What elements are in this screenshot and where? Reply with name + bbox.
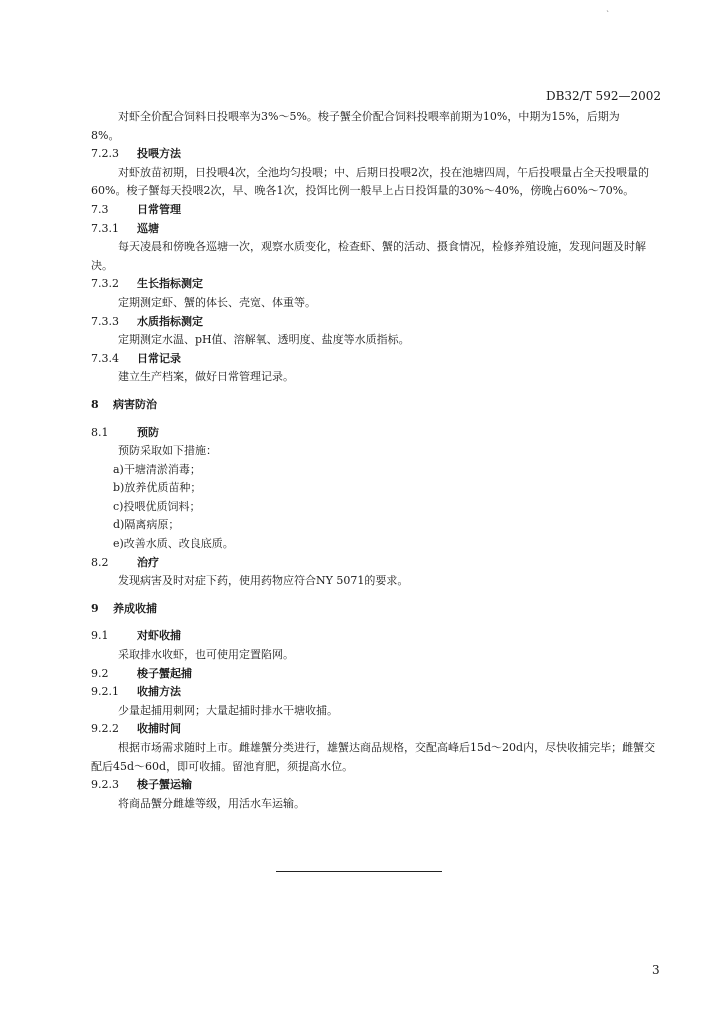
section-title: 水质指标测定 xyxy=(137,314,203,328)
paragraph-feed-method: 对虾放苗初期，日投喂4次，全池均匀投喂；中、后期日投喂2次，投在池塘四周，午后投喂量占全天投喂量的60%。梭子蟹每天投喂2次，早、晚各1次，投饵比例一般早上占日投饵量的30%～40%，傍晚占60%～70%。 xyxy=(91,165,649,198)
scan-mark: ` xyxy=(606,10,610,19)
section-number: 9.2.3 xyxy=(91,778,119,792)
section-heading-9-2-1 xyxy=(91,683,661,702)
section-title: 巡塘 xyxy=(137,221,159,235)
paragraph-patrol: 每天凌晨和傍晚各巡塘一次，观察水质变化，检查虾、蟹的活动、摄食情况，检修养殖设施，发现问题及时解决。 xyxy=(91,240,646,272)
section-title: 日常记录 xyxy=(137,351,181,365)
section-heading-9-2 xyxy=(91,665,661,684)
section-heading-9-2-3 xyxy=(91,776,661,795)
section-heading-9-2-2 xyxy=(91,720,661,739)
paragraph-transport: 将商品蟹分雌雄等级，用活水车运输。 xyxy=(118,796,305,810)
section-heading-9-1 xyxy=(91,627,661,646)
chapter-title: 病害防治 xyxy=(113,397,157,411)
section-title: 梭子蟹起捕 xyxy=(137,666,192,680)
chapter-title: 养成收捕 xyxy=(113,601,157,615)
section-heading-7-3-1 xyxy=(91,220,661,239)
list-item: c)投喂优质饲料； xyxy=(113,499,201,513)
section-heading-8-2 xyxy=(91,554,661,573)
section-title: 生长指标测定 xyxy=(137,277,203,291)
section-title: 预防 xyxy=(137,425,159,439)
paragraph-prevention: 预防采取如下措施： xyxy=(118,444,217,458)
paragraph-catch-time: 根据市场需求随时上市。雌雄蟹分类进行，雄蟹达商品规格，交配高峰后15d～20d内，尽快收捕完毕；雌蟹交配后45d～60d，即可收捕。留池育肥，须提高水位。 xyxy=(91,741,656,773)
section-heading-7-3-3 xyxy=(91,313,661,332)
paragraph-shrimp-harvest: 采取排水收虾，也可使用定置陷网。 xyxy=(118,648,294,662)
section-number: 8.2 xyxy=(91,555,109,569)
paragraph-water-quality: 定期测定水温、pH值、溶解氧、透明度、盐度等水质指标。 xyxy=(118,333,410,347)
list-item: a)干塘清淤消毒； xyxy=(113,462,201,476)
section-heading-7-3-2 xyxy=(91,275,661,294)
section-title: 收捕方法 xyxy=(137,685,181,699)
section-number: 8.1 xyxy=(91,425,109,439)
chapter-number: 9 xyxy=(91,601,99,615)
section-number: 9.2.2 xyxy=(91,722,119,736)
list-item: b)放养优质苗种； xyxy=(113,481,202,495)
paragraph-feed-rate-continued: 8%。 xyxy=(91,128,120,142)
list-item: d)隔离病原； xyxy=(113,518,180,532)
section-number: 7.3.4 xyxy=(91,351,119,365)
section-number: 7.3.1 xyxy=(91,221,119,235)
section-number: 7.3.2 xyxy=(91,277,119,291)
section-heading-7-2-3 xyxy=(91,145,661,164)
section-heading-7-3-4 xyxy=(91,350,661,369)
section-title: 梭子蟹运输 xyxy=(137,778,192,792)
section-title: 日常管理 xyxy=(137,202,181,216)
section-title: 治疗 xyxy=(137,555,159,569)
section-number: 7.3.3 xyxy=(91,314,119,328)
section-number: 9.1 xyxy=(91,629,109,643)
list-item: e)改善水质、改良底质。 xyxy=(113,537,234,551)
end-of-standard-rule xyxy=(276,871,442,872)
document-code: DB32/T 592—2002 xyxy=(545,89,661,103)
section-title: 收捕时间 xyxy=(137,722,181,736)
chapter-heading-9 xyxy=(91,600,661,619)
section-number: 9.2 xyxy=(91,666,109,680)
section-title: 对虾收捕 xyxy=(137,629,181,643)
paragraph-catch-method: 少量起捕用刺网；大量起捕时排水干塘收捕。 xyxy=(118,703,338,717)
section-title: 投喂方法 xyxy=(137,147,181,161)
section-number: 9.2.1 xyxy=(91,685,119,699)
document-body xyxy=(91,108,661,813)
paragraph-growth: 定期测定虾、蟹的体长、壳宽、体重等。 xyxy=(118,295,316,309)
chapter-number: 8 xyxy=(91,397,99,411)
paragraph-treatment: 发现病害及时对症下药，使用药物应符合NY 5071的要求。 xyxy=(118,574,409,588)
section-heading-7-3 xyxy=(91,201,661,220)
paragraph-record: 建立生产档案，做好日常管理记录。 xyxy=(118,370,294,384)
section-number: 7.3 xyxy=(91,202,109,216)
section-number: 7.2.3 xyxy=(91,147,119,161)
paragraph-feed-rate: 对虾全价配合饲料日投喂率为3%～5%。梭子蟹全价配合饲料投喂率前期为10%，中期为15%，后期为 xyxy=(118,110,620,123)
section-heading-8-1 xyxy=(91,424,661,443)
page-number: 3 xyxy=(652,963,660,977)
chapter-heading-8 xyxy=(91,396,661,415)
